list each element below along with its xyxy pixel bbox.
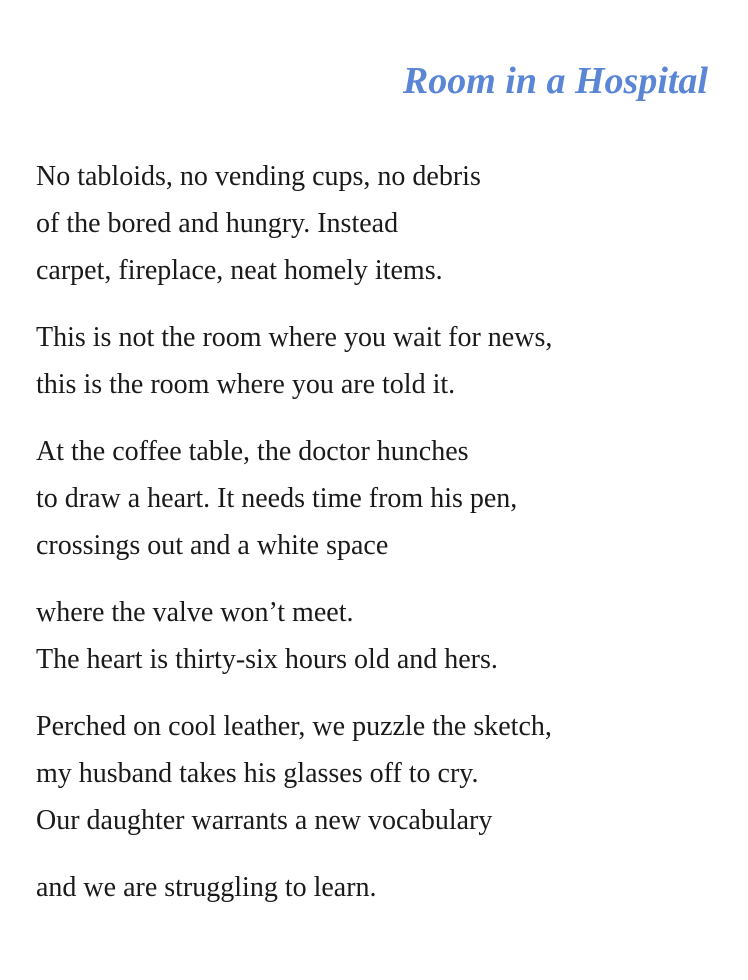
- poem-line: to draw a heart. It needs time from his pen,: [36, 483, 518, 514]
- poem-body: [36, 153, 728, 931]
- poem-line: carpet, fireplace, neat homely items.: [36, 255, 443, 286]
- poem-line: of the bored and hungry. Instead: [36, 208, 399, 239]
- poem-line: No tabloids, no vending cups, no debris: [36, 161, 481, 192]
- poem-line: This is not the room where you wait for news,: [36, 322, 553, 353]
- stanza-3: [36, 428, 728, 569]
- poem-line: Our daughter warrants a new vocabulary: [36, 805, 493, 836]
- poem-line: where the valve won’t meet.: [36, 597, 354, 628]
- poem-line: At the coffee table, the doctor hunches: [36, 436, 469, 467]
- stanza-1: [36, 153, 728, 294]
- poem-line: and we are struggling to learn.: [36, 872, 377, 903]
- stanza-2: [36, 314, 728, 408]
- poem-line: my husband takes his glasses off to cry.: [36, 758, 479, 789]
- poem-line: The heart is thirty-six hours old and hers.: [36, 644, 498, 675]
- stanza-5: [36, 703, 728, 844]
- stanza-4: [36, 589, 728, 683]
- poem-line: crossings out and a white space: [36, 530, 389, 561]
- poem-title: Room in a Hospital: [402, 60, 708, 102]
- poem-line: this is the room where you are told it.: [36, 369, 456, 400]
- poem-line: Perched on cool leather, we puzzle the sketch,: [36, 711, 552, 742]
- stanza-6: [36, 864, 728, 911]
